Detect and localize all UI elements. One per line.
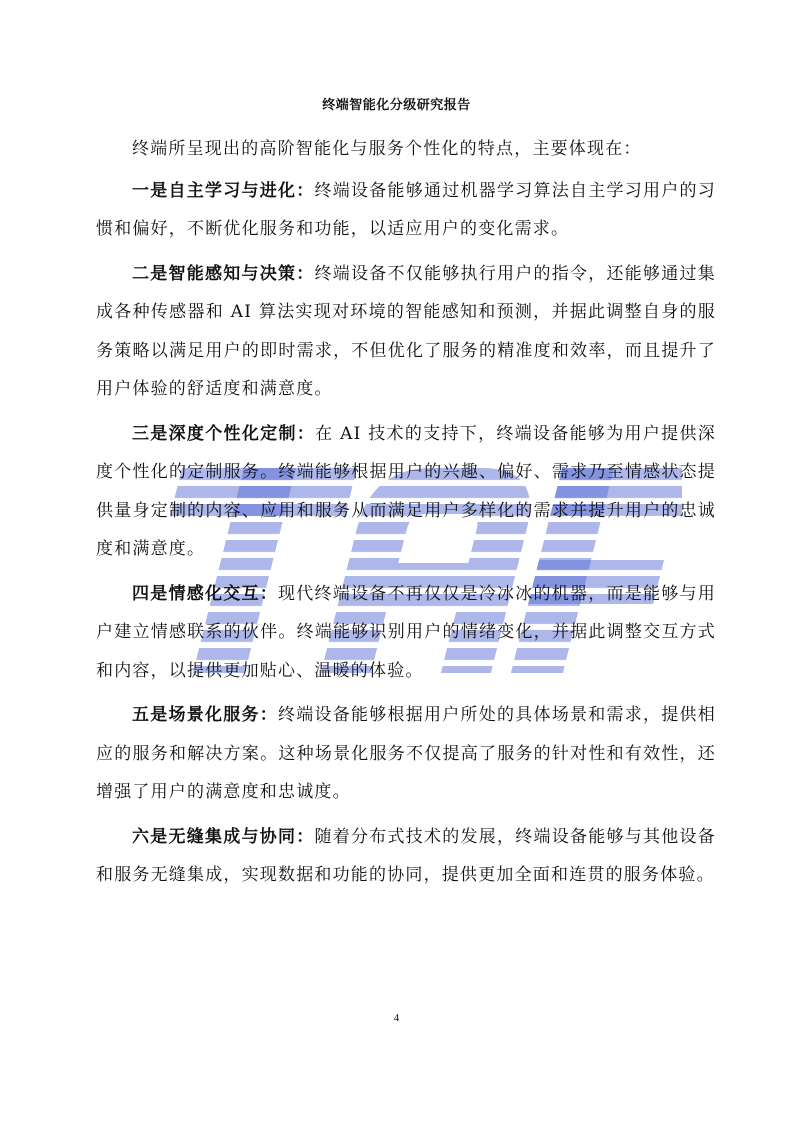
- point-paragraph-3: [96, 415, 716, 569]
- document-body: [96, 130, 716, 895]
- document-header-title: 终端智能化分级研究报告: [322, 98, 471, 113]
- point-label: 三是深度个性化定制：: [132, 423, 316, 444]
- point-label: 四是情感化交互：: [132, 583, 279, 604]
- point-label: 二是智能感知与决策：: [132, 263, 315, 284]
- point-text: 随着分布式技术的发展，终端设备能够与其他设备和服务无缝集成，实现数据和功能的协同，提供更加全面和连贯的服务体验。: [96, 826, 716, 885]
- point-text: 终端设备能够根据用户所处的具体场景和需求，提供相应的服务和解决方案。这种场景化服务不仅提高了服务的针对性和有效性，还增强了用户的满意度和忠诚度。: [96, 705, 716, 802]
- point-text: 现代终端设备不再仅仅是冷冰冰的机器，而是能够与用户建立情感联系的伙伴。终端能够识别用户的情绪变化，并据此调整交互方式和内容，以提供更加贴心、温暖的体验。: [96, 583, 716, 681]
- point-paragraph-2: [96, 255, 716, 409]
- point-paragraph-6: [96, 818, 716, 895]
- point-text: 终端设备不仅能够执行用户的指令，还能够通过集成各种传感器和 AI 算法实现对环境的智能感知和预测，并据此调整自身的服务策略以满足用户的即时需求，不但优化了服务的精准度和效率，而且提升了用户体验的舒适度和满意度。: [96, 263, 716, 399]
- point-text: 终端设备能够通过机器学习算法自主学习用户的习惯和偏好，不断优化服务和功能，以适应用户的变化需求。: [96, 180, 716, 239]
- intro-paragraph: 终端所呈现出的高阶智能化与服务个性化的特点，主要体现在：: [132, 139, 642, 159]
- point-label: 六是无缝集成与协同：: [132, 826, 315, 847]
- point-label: 一是自主学习与进化：: [132, 180, 315, 201]
- point-paragraph-5: [96, 696, 716, 812]
- page-number: 4: [393, 1012, 400, 1024]
- point-label: 五是场景化服务：: [132, 705, 279, 725]
- point-paragraph-4: [96, 575, 716, 691]
- point-text: 在 AI 技术的支持下，终端设备能够为用户提供深度个性化的定制服务。终端能够根据用户的兴趣、偏好、需求乃至情感状态提供量身定制的内容、应用和服务从而满足用户多样化的需求并提升用户的忠诚度和满意度。: [96, 423, 716, 559]
- point-paragraph-1: [96, 172, 716, 249]
